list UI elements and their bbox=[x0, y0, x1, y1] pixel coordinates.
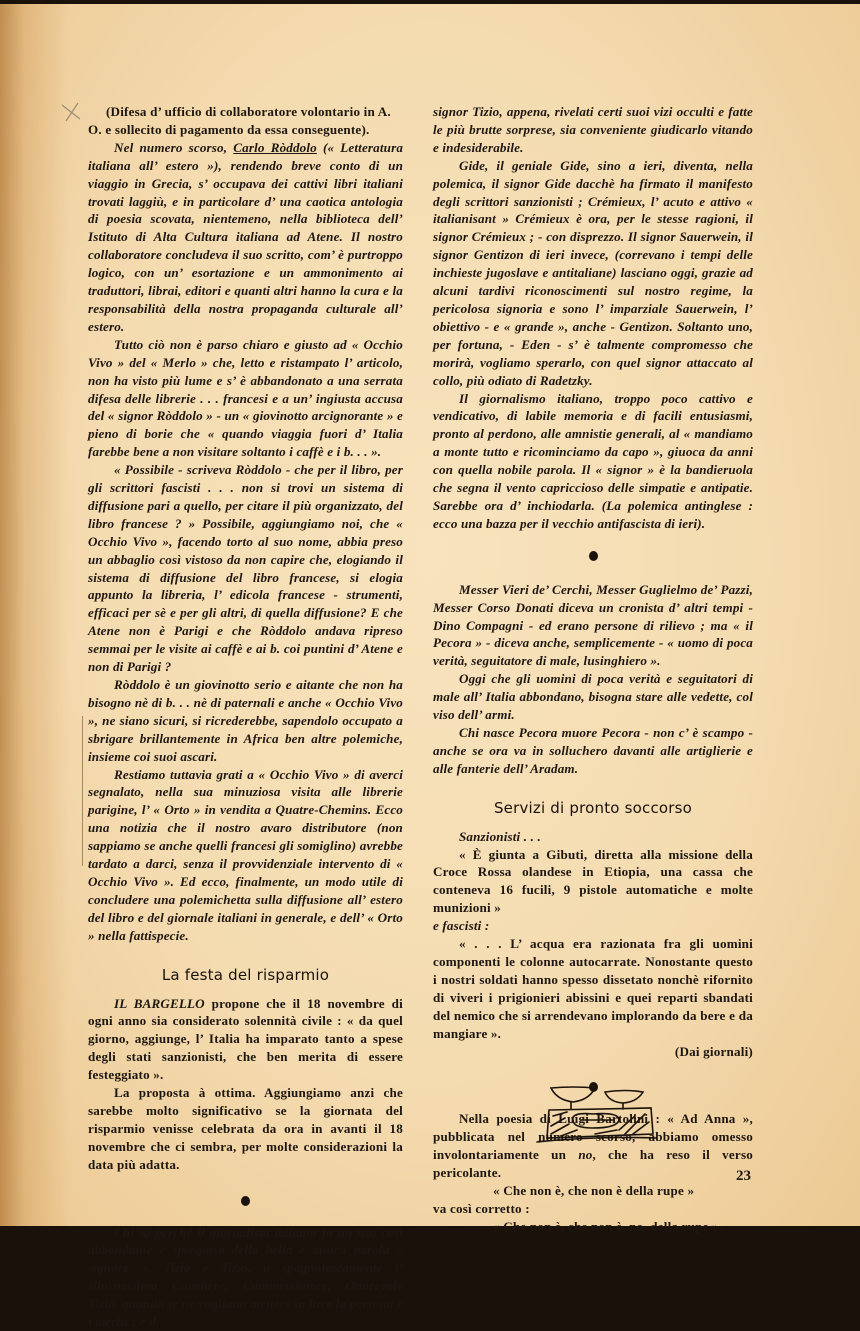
page-number: 23 bbox=[736, 1168, 751, 1184]
section-separator-dot bbox=[589, 551, 598, 561]
paragraph-bartolini: Nella poesia di Luigi Bartolini : « Ad Anna », pubblicata nel numero scorso, abbiamo omesso involontariamente un no, che ha reso il verso pericolante. bbox=[433, 1111, 753, 1181]
magazine-page bbox=[0, 4, 860, 1330]
paragraph-bargello: IL BARGELLO propone che il 18 novembre di ogni anno sia considerato solennità civile : « da quel giorno, aggiunge, l’ Italia ha imparato tanto a spese degli stati sanzionisti, che ben merita di essere festeggiato ». bbox=[88, 995, 403, 1083]
intro-line-1: (Difesa d’ ufficio di collaboratore volontario in A. bbox=[106, 104, 391, 119]
margin-pencil-line bbox=[82, 716, 83, 866]
corrected-label: va così corretto : bbox=[433, 1200, 530, 1216]
label-sanzionisti: Sanzionisti . . . bbox=[459, 828, 541, 844]
intro-line-2: O. e sollecito di pagamento da essa conseguente). bbox=[88, 121, 370, 137]
paragraph-proposta: La proposta à ottima. Aggiungiamo anzi che sarebbe molto significativo se la giornata del risparmio venisse celebrata da ora in avanti il 18 novembre che ci sembra, per molte considerazioni la data più adatta. bbox=[88, 1085, 403, 1172]
publication-name: IL BARGELLO bbox=[114, 995, 205, 1011]
paragraph-occhio-vivo: Tutto ciò non è parso chiaro e giusto ad « Occhio Vivo » del « Merlo » che, letto e ristampato l’ articolo, non ha visto più lume e s’ è abbandonato a una serrata difesa delle librerie . . . francesi e a un’ ingiusta accusa del « signor Ròddolo » - un « giovinotto arcignorante » e pieno di borie che « quando viaggia fuori d’ Italia farebbe bene a non visitare soltanto i caffè e i b. . . ». bbox=[88, 336, 403, 460]
paragraph-giornalismo: Il giornalismo italiano, troppo poco cattivo e vendicativo, di labile memoria e di facili entusiasmi, pronto al perdono, alle amnistie generali, al « mandiamo a monte tutto e ricominciamo da capo », giuoca da anni con quella nobile parola. Il « signor » è la bandieruola che segna il vento capriccioso delle simpatie e antipatie. Sarebbe ora d’ inchiodarla. (La polemica antinglese : ecco una bazza per il vecchio antifascista di ieri). bbox=[433, 390, 753, 531]
paragraph-restiamo-grati: Restiamo tuttavia grati a « Occhio Vivo » di averci segnalato, nella sua minuziosa visita alle librerie parigine, l’ « Orto » in vendita a Quatre-Chemins. Ecco una notizia che il nostro avaro distributore (non sappiamo se anche quelli francesi gli somiglino) avrebbe tardato a darci, senza il provvidenziale intervento di « Occhio Vivo ». Ed ecco, finalmente, un modo utile di concludere una polemichetta sulla diffusione all’ estero del libro e del giornale italiani in generale, e dell’ « Orto » nella fattispecie. bbox=[88, 766, 403, 943]
right-column bbox=[433, 103, 753, 1236]
paragraph-oggi: Oggi che gli uomini di poca verità e seguitatori di male all’ Italia abbondano, bisogna stare alle vedette, col viso dell’ armi. bbox=[433, 671, 753, 723]
source-dai-giornali: (Dai giornali) bbox=[674, 1043, 753, 1059]
label-fascisti: e fascisti : bbox=[433, 918, 490, 934]
quote-sanzionisti: « È giunta a Gibuti, diretta alla missione della Croce Rossa olandese in Etiopia, una cassa che conteneva 16 fucili, 9 pistole automatiche e molte munizioni » bbox=[433, 846, 753, 916]
paragraph-roddolo-serio: Ròddolo è un giovinotto serio e aitante che non ha bisogno nè di b. . . nè di paternali e anche « Occhio Vivo », ne siano sicuri, si ricrederebbe, sapendolo occupato a sbrigare brillantemente in Africa ben altre polemiche, insieme coi suoi ascari. bbox=[88, 677, 403, 764]
verse-corrected: « Che non è, che non è, no, della rupe ». bbox=[493, 1218, 723, 1234]
section-heading-pronto-soccorso: Servizi di pronto soccorso bbox=[493, 798, 693, 817]
quote-fascisti: « . . . L’ acqua era razionata fra gli uomini componenti le colonne autocarrate. Nonostante questo i nostri soldati hanno spesso dissetato nonchè rifornito di viveri i prigionieri abissini e quei reparti sbandati del nemico che si arrendevano implorando da bere e da mangiare ». bbox=[433, 936, 753, 1041]
section-separator-dot bbox=[241, 1196, 250, 1206]
paragraph-gide: Gide, il geniale Gide, sino a ieri, diventa, nella polemica, il signor Gide dacchè ha firmato il manifesto degli scrittori sanzionisti ; Crémieux, l’ acuto e attivo « italianisant » Crémieux è ora, per le stesse ragioni, il signor Crémieux ; - con disprezzo. Il signor Sauerwein, il signor Gentizon di ieri invece, (correvano i tempi delle inchieste jugoslave e antitaliane) lasciano oggi, grazie ad alcuni tardivi riconoscimenti sul nostro regime, la pericolosa signoria e sono l’ imparziale Sauerwein, l’ obiettivo - e « grande », anche - Gentizon. Soltanto uno, per fortuna, - Eden - s’ è talmente compromesso che morirà, vogliamo sperarlo, con quel signor attaccato al collo, più odiato di Radetzky. bbox=[433, 157, 753, 388]
paragraph-possibile: « Possibile - scriveva Ròddolo - che per il libro, per gli scrittori fascisti . . . non si trovi un sistema di diffusione pari a quello, per citare il più organizzato, del libro francese ? » Possibile, aggiungiamo noi, che « Occhio Vivo », facendo torto al suo nome, abbia preso un abbaglio così vistoso da non capire che, elogiando il sistema di diffusione del libro francese, si elogia appunto la libreria, l’ edicola francese - strumenti, efficaci per sè e per gli altri, di quella diffusione? E che Atene non è Parigi e che Ròddolo andava ripreso semmai per le visite ai caffè e ai b. coi puntini d’ Atene e non di Parigi ? bbox=[88, 462, 403, 675]
paragraph-roddolo-article: Nel numero scorso, Carlo Ròddolo (« Letteratura italiana all’ estero »), rendendo breve conto di un viaggio in Grecia, s’ occupava dei cattivi libri italiani trovati laggiù, e in particolare d’ una caotica antologia di poesia scovata, nientemeno, nella biblioteca dell’ Istituto di Alta Cultura italiana ad Atene. Il nostro collaboratore concludeva il suo scritto, com’ è purtroppo logico, con un’ esortazione e un ammonimento ai traduttori, librai, editori e quanti altri hanno la cura e la responsabilità della nostra propaganda culturale all’ estero. bbox=[88, 139, 404, 334]
paragraph-messer-vieri: Messer Vieri de’ Cerchi, Messer Guglielmo de’ Pazzi, Messer Corso Donati diceva un cronista d’ altri tempi - Dino Compagni - ed erano persone di rilievo ; ma « il Pecora » - diceva anche, semplicemente - « uomo di poca verità, seguitatore di male, lusinghiero ». bbox=[433, 581, 753, 669]
pencil-x-mark-icon bbox=[60, 101, 82, 123]
verse-wrong: « Che non è, che non è della rupe » bbox=[493, 1183, 695, 1199]
author-name: Carlo Ròddolo bbox=[233, 139, 317, 155]
paragraph-pecora: Chi nasce Pecora muore Pecora - non c’ è scampo - anche se ora va in solluchero davanti alle artiglierie e alle fanterie dell’ Aradam. bbox=[433, 725, 753, 776]
paragraph-chi-sa-perche: Chi sa perchè il giornalista italiano fa un uso così abbondante e spregioso della bella e antica parola « signore ». Tizio è Tizio, o spagnolescamente l’ Illustrissimo Cavaliere, Commendatore, Onorevole Tizio, quando se ne vogliano mettere in luce la persona e i meriti ; e il bbox=[88, 1224, 403, 1330]
left-column bbox=[88, 103, 403, 1331]
section-heading-festa-risparmio: La festa del risparmio bbox=[161, 965, 330, 984]
scales-illustration-icon bbox=[533, 1082, 663, 1144]
emphasized-word: no bbox=[578, 1147, 593, 1163]
paragraph-signor-tizio: signor Tizio, appena, rivelati certi suoi vizi occulti e fatte le più brutte sorprese, sia conveniente giudicarlo vitando e indesiderabile. bbox=[433, 104, 753, 155]
